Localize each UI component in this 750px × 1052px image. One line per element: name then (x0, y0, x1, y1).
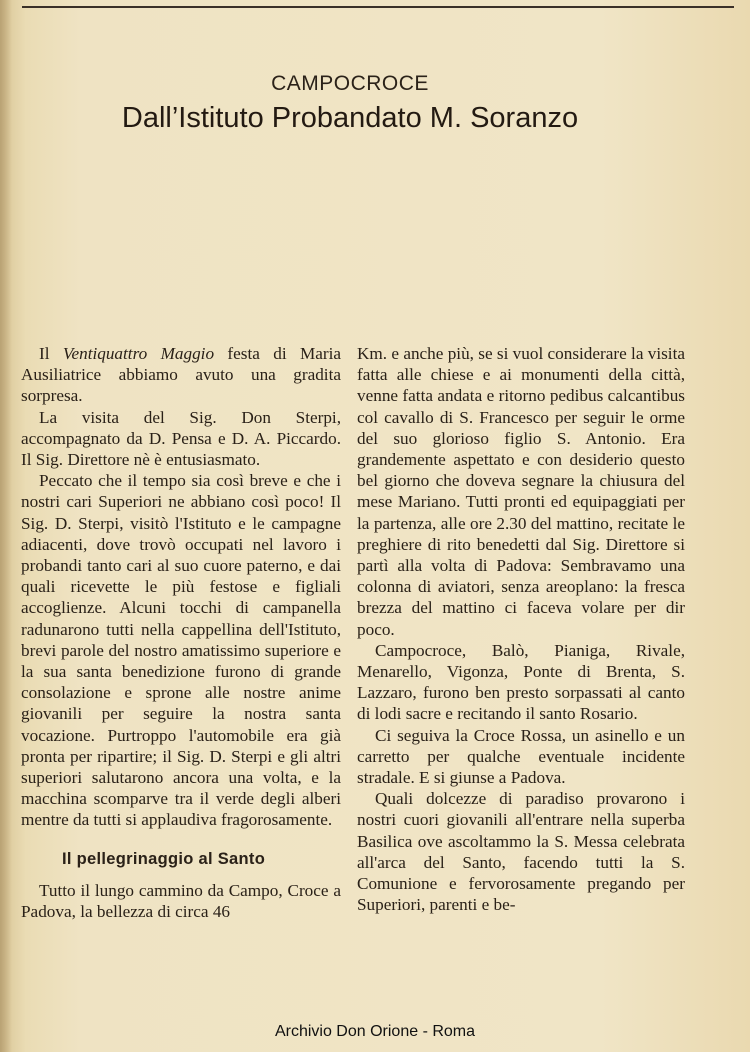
article-title: Dall’Istituto Probandato M. Soranzo (121, 102, 579, 134)
archive-footer: Archivio Don Orione - Roma (274, 1023, 476, 1040)
left-paragraph-1 (21, 343, 341, 407)
p1-suffix: festa di Maria Ausiliatrice abbiamo avuto una gradita sorpresa. (21, 344, 342, 406)
left-paragraph-4: Tutto il lungo cammino da Campo, Croce a Padova, la bellezza di circa 46 (21, 880, 341, 922)
top-rule (22, 6, 734, 8)
left-column (21, 343, 341, 922)
right-paragraph-1: Km. e anche più, se si vuol considerare la visita fatta alle chiese e ai monumenti della città, venne fatta andata e ritorno pedibus calcantibus col cavallo di S. Francesco per seguir le orme del suo glorioso figlio S. Antonio. Era grandemente aspettato e con desiderio questo bel giorno che doveva segnare la chiusura del mese Mariano. Tutti pronti ed equipaggiati per la partenza, alle ore 2.30 del mattino, recitate le preghiere di rito benedetti dal Sig. Direttore si partì alla volta di Padova: Sembravamo una colonna di aviatori, senza areoplano: la fresca brezza del mattino ci faceva volare per dir poco. (357, 344, 685, 639)
section-location: CAMPOCROCE (271, 72, 429, 95)
p1-emphasis: Ventiquattro Maggio (62, 344, 215, 363)
right-paragraph-4: Quali dolcezze di paradiso provarono i nostri cuori giovanili all'entrare nella superba Basilica ove ascoltammo la S. Messa celebrata all'arca del Santo, facendo tutti la S. Comunione e fervorosamente pregando per Superiori, parenti e be- (357, 789, 685, 915)
page-edge-shadow (0, 0, 12, 1052)
right-paragraph-2: Campocroce, Balò, Pianiga, Rivale, Menarello, Vigonza, Ponte di Brenta, S. Lazzaro, furono ben presto sorpassati al canto di lodi sacre e recitando il santo Rosario. (357, 640, 685, 724)
p1-prefix: Il (39, 344, 63, 363)
left-paragraph-2: La visita del Sig. Don Sterpi, accompagnato da D. Pensa e D. A. Piccardo. Il Sig. Direttore nè è entusiasmato. (21, 407, 341, 470)
left-paragraph-3: Peccato che il tempo sia così breve e che i nostri cari Superiori ne abbiano così poco! Il Sig. D. Sterpi, visitò l'Istituto e le campagne adiacenti, dove trovò occupati nel lavoro i probandi tanto cari al suo cuore paterno, e dai quali ricevette le più festose e figliali accoglienze. Alcuni tocchi di campanella radunarono tutti nella cappellina dell'Istituto, brevi parole del nostro amatissimo superiore e la sua santa benedizione furono di grande consolazione e sprone alle nostre anime giovanili per seguire la nostra santa vocazione. Purtroppo l'automobile era già pronta per ripartire; il Sig. D. Sterpi e gli altri superiori salutarono ancora una volta, e la macchina scomparve tra il verde degli alberi mentre da tutti si applaudiva fragorosamente. (21, 471, 341, 830)
subheading-pilgrimage: Il pellegrinaggio al Santo (62, 849, 266, 868)
right-paragraph-3: Ci seguiva la Croce Rossa, un asinello e un carretto per qualche eventuale incidente stradale. E si giunse a Padova. (357, 725, 685, 788)
right-column (357, 343, 685, 915)
